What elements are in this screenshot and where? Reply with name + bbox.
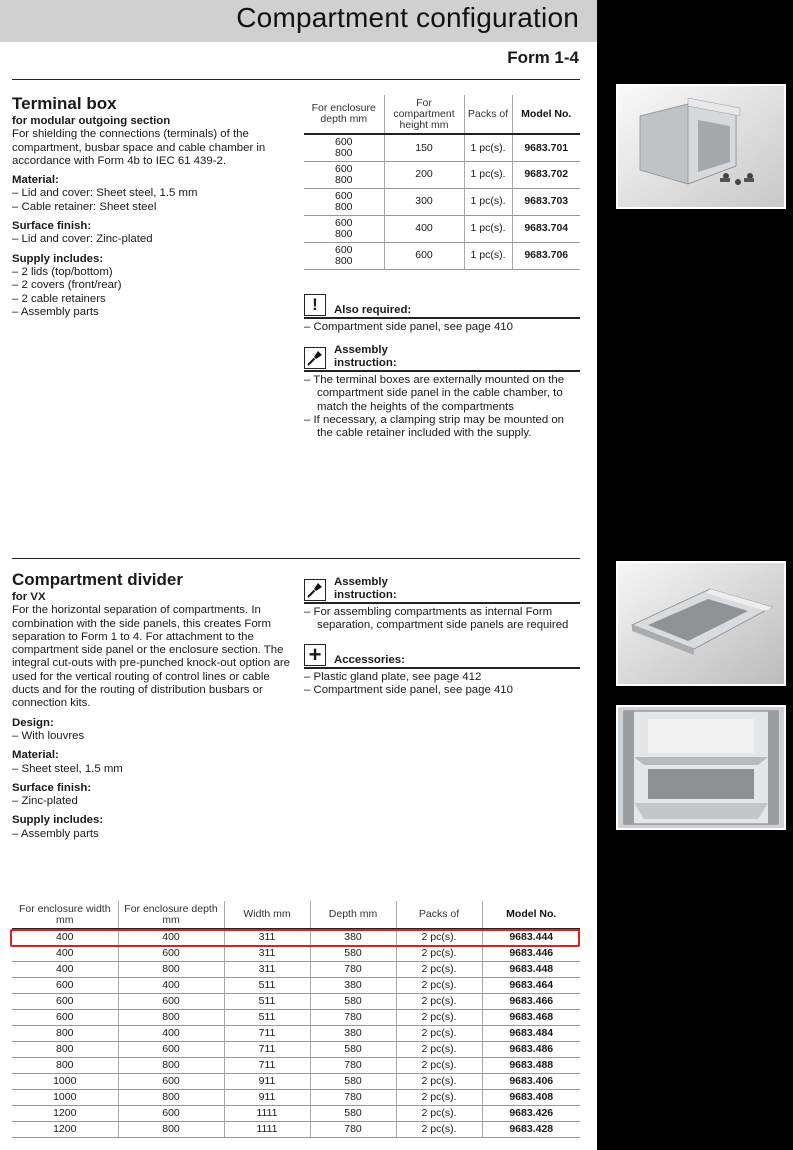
height-cell: 600 — [384, 242, 464, 269]
supply-item: – 2 cable retainers — [12, 292, 106, 305]
depth-cell: 780 — [310, 1121, 396, 1137]
terminal-box-subtitle: for modular outgoing section — [12, 115, 171, 127]
height-cell: 150 — [384, 134, 464, 161]
column-header: For enclosure depth mm — [118, 901, 224, 929]
enclosure-width-cell: 1200 — [12, 1121, 118, 1137]
packs-cell: 2 pc(s). — [396, 945, 482, 961]
enclosure-width-cell: 800 — [12, 1041, 118, 1057]
compartment-divider-photo — [616, 561, 786, 686]
enclosure-width-cell: 600 — [12, 993, 118, 1009]
column-header: Width mm — [224, 901, 310, 929]
enclosure-depth-cell: 800 — [118, 1009, 224, 1025]
table-row[interactable] — [12, 1041, 580, 1057]
divider-details — [12, 591, 292, 841]
table-row[interactable] — [12, 1057, 580, 1073]
model-cell: 9683.488 — [482, 1057, 580, 1073]
note-item: – For assembling compartments as internal Form separation, compartment side panels are required — [304, 606, 569, 632]
table-header-row — [304, 95, 580, 134]
screwdriver-icon — [304, 347, 326, 369]
accessories-block — [304, 644, 580, 698]
supply-heading: Supply includes: — [12, 252, 104, 265]
depth-cell: 600 800 — [304, 134, 384, 161]
width-cell: 511 — [224, 993, 310, 1009]
width-cell: 911 — [224, 1089, 310, 1105]
model-cell: 9683.466 — [482, 993, 580, 1009]
supply-item: – Assembly parts — [12, 827, 99, 840]
model-cell: 9683.406 — [482, 1073, 580, 1089]
depth-cell: 380 — [310, 1025, 396, 1041]
table-header-row — [12, 901, 580, 929]
enclosure-width-cell: 400 — [12, 945, 118, 961]
model-cell: 9683.446 — [482, 945, 580, 961]
depth-cell: 580 — [310, 1105, 396, 1121]
model-cell: 9683.704 — [512, 215, 580, 242]
terminal-box-description: For shielding the connections (terminals) of the compartment, busbar space and cable chamber in accordance with Form 4b to IEC 61 439-2. — [12, 128, 266, 167]
enclosure-width-cell: 1000 — [12, 1073, 118, 1089]
note-item: – Compartment side panel, see page 410 — [304, 684, 513, 697]
enclosure-depth-cell: 400 — [118, 1025, 224, 1041]
model-cell: 9683.706 — [512, 242, 580, 269]
divider-description: For the horizontal separation of compartments. In combination with the side panels, this creates Form separation to Form 1 to 4. For attachment to the compartment side panel or the enclosure section. The integral cut-outs with pre-punched knock-out option are used for the vertical routing of control lines or cable ducts and for the routing of distribution busbars or connection kits. — [12, 604, 290, 710]
enclosure-width-cell: 600 — [12, 1009, 118, 1025]
enclosure-depth-cell: 800 — [118, 961, 224, 977]
plus-icon: + — [304, 644, 326, 666]
packs-cell: 1 pc(s). — [464, 242, 512, 269]
material-item: – Lid and cover: Sheet steel, 1.5 mm — [12, 187, 198, 200]
enclosure-depth-cell: 600 — [118, 1041, 224, 1057]
section-divider-middle — [12, 558, 580, 559]
column-header: For enclosure depth mm — [304, 95, 384, 134]
width-cell: 311 — [224, 945, 310, 961]
supply-heading: Supply includes: — [12, 814, 104, 827]
also-required-label: Also required: — [334, 303, 412, 316]
packs-cell: 2 pc(s). — [396, 977, 482, 993]
enclosure-width-cell: 1200 — [12, 1105, 118, 1121]
depth-cell: 580 — [310, 993, 396, 1009]
also-required-block — [304, 294, 580, 334]
table-row — [304, 134, 580, 161]
model-cell: 9683.428 — [482, 1121, 580, 1137]
table-row[interactable] — [12, 993, 580, 1009]
packs-cell: 2 pc(s). — [396, 1089, 482, 1105]
form-label: Form 1-4 — [507, 48, 579, 67]
model-cell: 9683.702 — [512, 161, 580, 188]
note-item: – Plastic gland plate, see page 412 — [304, 671, 482, 683]
model-cell: 9683.468 — [482, 1009, 580, 1025]
finish-heading: Surface finish: — [12, 220, 92, 233]
depth-cell: 580 — [310, 945, 396, 961]
depth-cell: 380 — [310, 977, 396, 993]
enclosure-photo — [616, 705, 786, 830]
table-row[interactable] — [12, 977, 580, 993]
design-item: – With louvres — [12, 729, 85, 742]
table-row[interactable] — [12, 1105, 580, 1121]
model-cell: 9683.486 — [482, 1041, 580, 1057]
column-header: Packs of — [464, 95, 512, 134]
depth-cell: 600 800 — [304, 215, 384, 242]
table-row[interactable] — [12, 945, 580, 961]
column-header: Depth mm — [310, 901, 396, 929]
height-cell: 200 — [384, 161, 464, 188]
divider-assembly-block: Assembly instruction: – For assembling compartments as internal Form separation, compartment side panels are required — [304, 576, 580, 633]
model-cell: 9683.464 — [482, 977, 580, 993]
depth-cell: 580 — [310, 1073, 396, 1089]
width-cell: 711 — [224, 1025, 310, 1041]
finish-item: – Zinc-plated — [12, 795, 78, 808]
design-heading: Design: — [12, 716, 54, 729]
enclosure-width-cell: 600 — [12, 977, 118, 993]
selected-row-highlight — [10, 929, 580, 947]
terminal-box-title: Terminal box — [12, 94, 117, 113]
packs-cell: 2 pc(s). — [396, 1041, 482, 1057]
height-cell: 400 — [384, 215, 464, 242]
depth-cell: 600 800 — [304, 188, 384, 215]
column-header: Model No. — [482, 901, 580, 929]
divider-subtitle: for VX — [12, 591, 46, 603]
table-row — [304, 188, 580, 215]
material-heading: Material: — [12, 174, 59, 187]
packs-cell: 2 pc(s). — [396, 1025, 482, 1041]
table-row[interactable] — [12, 1089, 580, 1105]
enclosure-depth-cell: 400 — [118, 929, 224, 945]
depth-cell: 380 — [310, 929, 396, 945]
enclosure-width-cell: 800 — [12, 1025, 118, 1041]
enclosure-depth-cell: 600 — [118, 1073, 224, 1089]
model-cell: 9683.408 — [482, 1089, 580, 1105]
packs-cell: 2 pc(s). — [396, 1073, 482, 1089]
depth-cell: 780 — [310, 1089, 396, 1105]
table-row — [304, 242, 580, 269]
packs-cell: 2 pc(s). — [396, 1121, 482, 1137]
finish-heading: Surface finish: — [12, 781, 92, 794]
supply-item: – 2 covers (front/rear) — [12, 279, 122, 292]
packs-cell: 2 pc(s). — [396, 961, 482, 977]
depth-cell: 600 800 — [304, 242, 384, 269]
width-cell: 1111 — [224, 1121, 310, 1137]
assembly-block: Assembly instruction: – The terminal boxes are externally mounted on the compartment side panel in the cable chamber, to match the heights of the compartments – If necessary, a clamping strip may be mounted on the cable retainer included with the supply. — [304, 344, 580, 440]
width-cell: 1111 — [224, 1105, 310, 1121]
table-row[interactable] — [12, 1073, 580, 1089]
column-header: For compartment height mm — [384, 95, 464, 134]
assembly-label: Assembly — [334, 576, 388, 588]
depth-cell: 780 — [310, 1009, 396, 1025]
packs-cell: 1 pc(s). — [464, 134, 512, 161]
table-row[interactable] — [12, 961, 580, 977]
enclosure-depth-cell: 800 — [118, 1057, 224, 1073]
material-item: – Sheet steel, 1.5 mm — [12, 762, 123, 775]
material-heading: Material: — [12, 749, 59, 762]
enclosure-width-cell: 400 — [12, 961, 118, 977]
note-item: – Compartment side panel, see page 410 — [304, 321, 513, 333]
width-cell: 711 — [224, 1057, 310, 1073]
enclosure-depth-cell: 600 — [118, 993, 224, 1009]
width-cell: 311 — [224, 961, 310, 977]
page-title: Compartment configuration — [236, 2, 579, 33]
model-cell: 9683.426 — [482, 1105, 580, 1121]
table-row — [304, 161, 580, 188]
width-cell: 311 — [224, 929, 310, 945]
packs-cell: 2 pc(s). — [396, 1009, 482, 1025]
supply-item: – 2 lids (top/bottom) — [12, 265, 113, 278]
column-header: Model No. — [512, 95, 580, 134]
supply-item: – Assembly parts — [12, 305, 99, 318]
note-item: – The terminal boxes are externally mounted on the compartment side panel in the cable chamber, to match the heights of the compartments — [304, 374, 565, 413]
packs-cell: 1 pc(s). — [464, 161, 512, 188]
packs-cell: 2 pc(s). — [396, 993, 482, 1009]
enclosure-width-cell: 1000 — [12, 1089, 118, 1105]
packs-cell: 2 pc(s). — [396, 929, 482, 945]
enclosure-depth-cell: 400 — [118, 977, 224, 993]
exclamation-icon: ! — [304, 294, 326, 316]
packs-cell: 2 pc(s). — [396, 1105, 482, 1121]
accessories-label: Accessories: — [334, 653, 405, 666]
column-header: Packs of — [396, 901, 482, 929]
finish-item: – Lid and cover: Zinc-plated — [12, 233, 153, 246]
depth-cell: 600 800 — [304, 161, 384, 188]
packs-cell: 2 pc(s). — [396, 1057, 482, 1073]
enclosure-depth-cell: 600 — [118, 945, 224, 961]
section-divider-top — [12, 79, 580, 80]
enclosure-width-cell: 400 — [12, 929, 118, 945]
column-header: For enclosure width mm — [12, 901, 118, 929]
packs-cell: 1 pc(s). — [464, 215, 512, 242]
terminal-box-photo — [616, 84, 786, 209]
model-cell: 9683.444 — [482, 929, 580, 945]
model-cell: 9683.484 — [482, 1025, 580, 1041]
depth-cell: 780 — [310, 961, 396, 977]
enclosure-depth-cell: 800 — [118, 1121, 224, 1137]
terminal-box-details — [12, 115, 292, 319]
table-row[interactable] — [12, 1121, 580, 1137]
width-cell: 711 — [224, 1041, 310, 1057]
packs-cell: 1 pc(s). — [464, 188, 512, 215]
height-cell: 300 — [384, 188, 464, 215]
enclosure-depth-cell: 800 — [118, 1089, 224, 1105]
screwdriver-icon — [304, 579, 326, 601]
terminal-box-table — [304, 95, 580, 270]
width-cell: 511 — [224, 977, 310, 993]
model-cell: 9683.448 — [482, 961, 580, 977]
table-row[interactable] — [12, 1025, 580, 1041]
material-item: – Cable retainer: Sheet steel — [12, 200, 157, 213]
depth-cell: 580 — [310, 1041, 396, 1057]
table-row[interactable] — [12, 1009, 580, 1025]
model-cell: 9683.703 — [512, 188, 580, 215]
width-cell: 911 — [224, 1073, 310, 1089]
enclosure-width-cell: 800 — [12, 1057, 118, 1073]
divider-title: Compartment divider — [12, 570, 183, 589]
enclosure-depth-cell: 600 — [118, 1105, 224, 1121]
width-cell: 511 — [224, 1009, 310, 1025]
assembly-label: Assembly — [334, 344, 388, 356]
model-cell: 9683.701 — [512, 134, 580, 161]
note-item: – If necessary, a clamping strip may be mounted on the cable retainer included with the supply. — [304, 413, 565, 440]
depth-cell: 780 — [310, 1057, 396, 1073]
table-row — [304, 215, 580, 242]
